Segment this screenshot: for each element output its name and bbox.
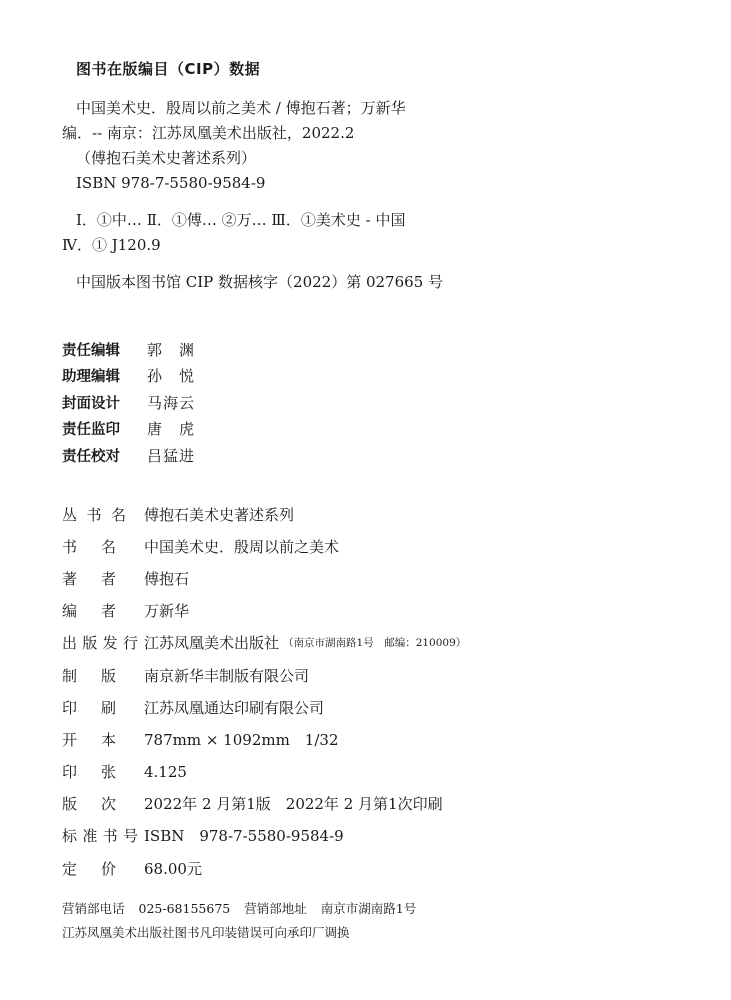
info-value: 4.125 bbox=[144, 762, 187, 781]
info-row bbox=[62, 820, 466, 852]
cip-number-line: 中国版本图书馆 CIP 数据核字（2022）第 027665 号 bbox=[76, 273, 444, 291]
cip-series-line: （傅抱石美术史著述系列） bbox=[76, 149, 257, 167]
info-label-char: 定 bbox=[62, 859, 78, 878]
staff-row bbox=[62, 363, 195, 390]
info-row bbox=[62, 498, 466, 530]
info-value: 中国美术史．殷周以前之美术 bbox=[144, 537, 340, 556]
footer-contact-line bbox=[62, 897, 416, 921]
info-label bbox=[62, 761, 116, 782]
marketing-phone: 025-68155675 bbox=[138, 901, 231, 916]
info-label-char: 刷 bbox=[100, 698, 116, 717]
info-label-char: 书 bbox=[102, 827, 118, 846]
info-label-char: 本 bbox=[100, 730, 116, 749]
info-row bbox=[62, 691, 466, 723]
marketing-phone-label: 营销部电话 bbox=[62, 901, 125, 916]
info-row bbox=[62, 756, 466, 788]
info-label-char: 版 bbox=[62, 795, 78, 814]
info-label bbox=[62, 632, 138, 653]
info-label-char: 丛 bbox=[62, 505, 78, 524]
cip-classification-line-2: Ⅳ．① J120.9 bbox=[62, 236, 161, 254]
info-label-char: 发 bbox=[102, 634, 118, 653]
info-label-char: 号 bbox=[122, 827, 138, 846]
info-label-char: 开 bbox=[62, 730, 78, 749]
info-label-char: 书 bbox=[86, 505, 102, 524]
info-label-char: 者 bbox=[100, 569, 116, 588]
cip-title-line-2: 编．-- 南京：江苏凤凰美术出版社，2022.2 bbox=[62, 124, 355, 142]
info-label-char: 版 bbox=[100, 666, 116, 685]
staff-row bbox=[62, 389, 195, 416]
staff-name: 孙 悦 bbox=[147, 367, 196, 386]
info-row bbox=[62, 595, 466, 627]
info-label-char: 书 bbox=[62, 537, 78, 556]
info-label-char: 标 bbox=[62, 827, 78, 846]
staff-name: 唐 虎 bbox=[147, 420, 196, 439]
info-row bbox=[62, 852, 466, 884]
info-row bbox=[62, 562, 466, 594]
info-label bbox=[62, 729, 116, 750]
info-label bbox=[62, 536, 116, 557]
info-label-char: 制 bbox=[62, 666, 78, 685]
info-value: ISBN 978-7-5580-9584-9 bbox=[144, 827, 344, 846]
staff-row bbox=[62, 336, 195, 363]
info-label-char: 出 bbox=[62, 634, 78, 653]
marketing-address-label: 营销部地址 bbox=[244, 901, 307, 916]
marketing-address: 南京市湖南路1号 bbox=[320, 901, 417, 916]
info-value: 江苏凤凰通达印刷有限公司 bbox=[144, 698, 325, 717]
info-label-char: 者 bbox=[100, 602, 116, 621]
info-label-char: 次 bbox=[100, 795, 116, 814]
info-value: 南京新华丰制版有限公司 bbox=[144, 666, 310, 685]
cip-isbn-line: ISBN 978-7-5580-9584-9 bbox=[76, 174, 266, 192]
staff-role: 责任编辑 bbox=[62, 342, 120, 359]
info-label bbox=[62, 825, 138, 846]
info-value: 江苏凤凰美术出版社 bbox=[144, 634, 280, 653]
info-row bbox=[62, 788, 466, 820]
info-label bbox=[62, 504, 126, 525]
info-row bbox=[62, 627, 466, 659]
info-label bbox=[62, 793, 116, 814]
info-label-char: 编 bbox=[62, 602, 78, 621]
staff-row bbox=[62, 442, 195, 469]
info-label bbox=[62, 858, 116, 879]
footer-notice: 江苏凤凰美术出版社图书凡印装错误可向承印厂调换 bbox=[62, 925, 350, 940]
info-label bbox=[62, 568, 116, 589]
staff-role: 助理编辑 bbox=[62, 369, 120, 386]
info-label-char: 张 bbox=[100, 763, 116, 782]
staff-list bbox=[62, 336, 195, 469]
info-label-char: 名 bbox=[100, 537, 116, 556]
staff-role: 责任校对 bbox=[62, 448, 120, 465]
staff-name: 马海云 bbox=[147, 393, 196, 412]
info-value: 傅抱石美术史著述系列 bbox=[144, 505, 295, 524]
info-value: 2022年 2 月第1版 2022年 2 月第1次印刷 bbox=[144, 795, 443, 814]
info-label-char: 行 bbox=[122, 634, 138, 653]
publication-info-table bbox=[62, 498, 466, 884]
cip-title-line-1: 中国美术史．殷周以前之美术 / 傅抱石著；万新华 bbox=[76, 99, 406, 117]
cip-classification-line-1: Ⅰ．①中… Ⅱ．①傅… ②万… Ⅲ．①美术史 - 中国 bbox=[76, 211, 406, 229]
info-label bbox=[62, 697, 116, 718]
footer bbox=[62, 897, 416, 945]
cip-record bbox=[62, 96, 462, 295]
info-label-char: 印 bbox=[62, 763, 78, 782]
staff-role: 封面设计 bbox=[62, 395, 120, 412]
info-label bbox=[62, 600, 116, 621]
info-row bbox=[62, 723, 466, 755]
info-label-char: 著 bbox=[62, 569, 78, 588]
staff-row bbox=[62, 416, 195, 443]
info-label bbox=[62, 665, 116, 686]
staff-name: 吕猛进 bbox=[147, 446, 196, 465]
info-value: 787mm × 1092mm 1/32 bbox=[144, 730, 339, 749]
info-value: 傅抱石 bbox=[144, 569, 190, 588]
info-label-char: 印 bbox=[62, 698, 78, 717]
info-value: 68.00元 bbox=[144, 859, 202, 878]
staff-name: 郭 渊 bbox=[147, 340, 196, 359]
info-row bbox=[62, 530, 466, 562]
cip-heading: 图书在版编目（CIP）数据 bbox=[76, 60, 261, 78]
info-note: （南京市湖南路1号 邮编：210009） bbox=[283, 637, 467, 650]
info-label-char: 价 bbox=[100, 859, 116, 878]
info-label-char: 准 bbox=[82, 827, 98, 846]
info-label-char: 名 bbox=[110, 505, 126, 524]
staff-role: 责任监印 bbox=[62, 422, 120, 439]
info-row bbox=[62, 659, 466, 691]
info-label-char: 版 bbox=[82, 634, 98, 653]
info-value: 万新华 bbox=[144, 602, 190, 621]
